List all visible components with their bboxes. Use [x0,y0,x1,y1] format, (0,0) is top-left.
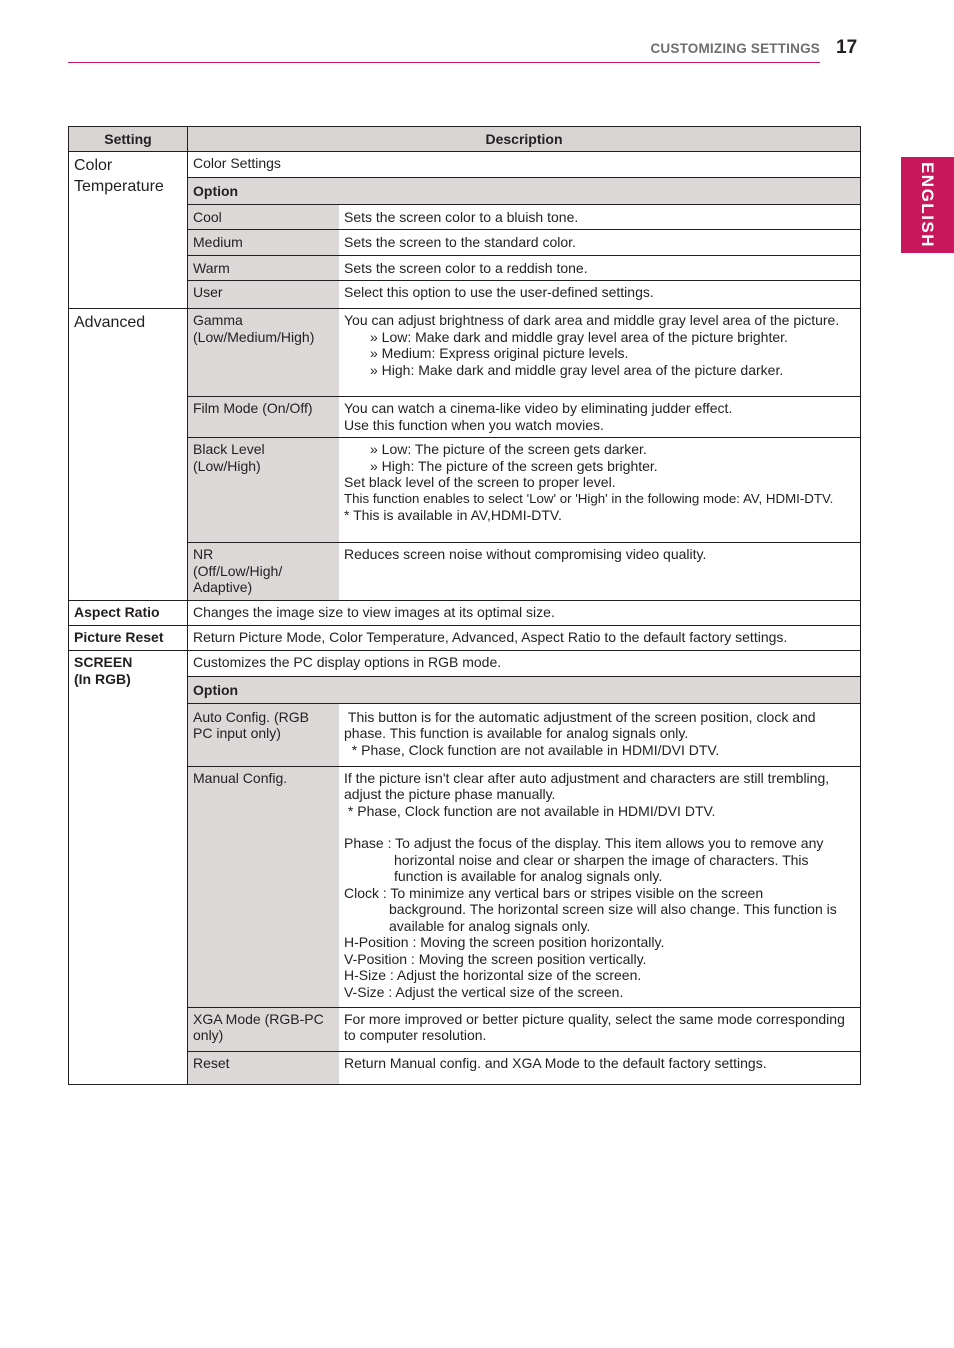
h-size-desc: H-Size : Adjust the horizontal size of the screen. [344,967,642,983]
nr-desc: Reduces screen noise without compromising video quality. [339,543,860,601]
black-level-availability: * This is available in AV,HDMI-DTV. [344,507,562,523]
setting-screen-rgb: (In RGB) [74,670,131,687]
row-aspect-ratio [69,601,861,626]
option-user: User [188,281,339,309]
list-item [188,309,860,397]
manual-config-desc: If the picture isn't clear after auto adjustment and characters are still trembling, adjust the picture phase manually. [344,769,830,802]
row-screen [69,651,861,1085]
film-mode-desc: You can watch a cinema-like video by eliminating judder effect. [344,400,733,416]
screen-intro: Customizes the PC display options in RGB mode. [188,651,860,677]
auto-config-note: * Phase, Clock function are not available in HDMI/DVI DTV. [344,741,720,758]
list-item [188,766,860,1007]
v-size-desc: V-Size : Adjust the vertical size of the screen. [344,983,624,1000]
col-header-setting: Setting [69,127,188,152]
option-manual-config: Manual Config. [188,766,339,1007]
row-color-temperature [69,152,861,309]
option-reset: Reset [188,1051,339,1084]
option-desc: Select this option to use the user-defined settings. [339,281,860,309]
option-desc: Sets the screen color to a reddish tone. [339,255,860,281]
list-item [188,281,860,309]
option-cool: Cool [188,204,339,230]
clock-desc: background. The horizontal screen size will also change. This function is available for analog signals only. [389,901,837,934]
list-item [188,1007,860,1051]
black-level-modes: This function enables to select 'Low' or 'High' in the following mode: AV, HDMI-DTV. [344,490,834,506]
black-level-low: » Low: The picture of the screen gets darker. [370,441,647,457]
option-film-mode: Film Mode (On/Off) [188,397,339,438]
list-item [188,397,860,438]
option-nr: NR (Off/Low/High/ Adaptive) [193,546,283,595]
option-desc: Sets the screen color to a bluish tone. [339,204,860,230]
xga-mode-desc: For more improved or better picture quality, select the same mode corresponding to computer resolution. [339,1007,860,1051]
reset-desc: Return Manual config. and XGA Mode to the default factory settings. [339,1051,860,1084]
gamma-desc: You can adjust brightness of dark area and middle gray level area of the picture. [344,312,840,328]
film-mode-note: Use this function when you watch movies. [344,416,604,433]
phase-label: Phase : To adjust the focus of the display. This item allows you to remove any [344,835,824,851]
option-desc: Sets the screen to the standard color. [339,230,860,256]
option-black-level: Black Level (Low/High) [188,438,339,543]
v-position-desc: V-Position : Moving the screen position vertically. [344,950,647,967]
option-header: Option [188,178,860,205]
list-item [188,255,860,281]
auto-config-desc: This button is for the automatic adjustment of the screen position, clock and phase. This function is available for analog signals only. [344,708,820,741]
setting-aspect-ratio: Aspect Ratio [74,604,160,620]
option-gamma: Gamma (Low/Medium/High) [188,309,339,397]
color-settings-intro: Color Settings [188,152,860,178]
page-number: 17 [836,37,858,58]
section-title: CUSTOMIZING SETTINGS [650,41,820,56]
table-header-row [69,127,861,152]
row-advanced [69,309,861,601]
aspect-ratio-desc: Changes the image size to view images at its optimal size. [188,601,861,626]
option-warm: Warm [188,255,339,281]
h-position-desc: H-Position : Moving the screen position horizontally. [344,934,665,950]
clock-label: Clock : To minimize any vertical bars or stripes visible on the screen [344,884,764,901]
list-item [188,204,860,230]
phase-desc: horizontal noise and clear or sharpen the image of characters. This function is available for analog signals only. [394,851,809,884]
manual-config-note: * Phase, Clock function are not available in HDMI/DVI DTV. [344,802,716,819]
settings-table [68,126,861,1085]
list-item [188,438,860,543]
option-xga-mode: XGA Mode (RGB-PC only) [193,1010,324,1043]
gamma-low: » Low: Make dark and middle gray level area of the picture brighter. [370,328,788,345]
black-level-high: » High: The picture of the screen gets brighter. [370,457,658,474]
setting-advanced: Advanced [74,314,146,331]
list-item [188,1051,860,1084]
language-tab-label: ENGLISH [918,161,938,249]
gamma-high: » High: Make dark and middle gray level area of the picture darker. [370,361,784,378]
list-item [188,703,860,766]
gamma-medium: » Medium: Express original picture levels. [370,345,629,361]
header-rule [68,62,820,63]
list-item [188,543,860,601]
option-header: Option [188,677,860,704]
row-picture-reset [69,625,861,651]
black-level-desc: Set black level of the screen to proper level. [344,474,616,490]
option-auto-config: Auto Config. (RGB PC input only) [193,708,309,741]
picture-reset-desc: Return Picture Mode, Color Temperature, Advanced, Aspect Ratio to the default factory settings. [188,625,861,651]
setting-picture-reset: Picture Reset [74,628,164,645]
setting-screen: SCREEN [74,654,133,670]
list-item [188,230,860,256]
option-medium: Medium [188,230,339,256]
setting-color-temperature: Color Temperature [74,157,164,195]
language-tab [901,157,954,253]
col-header-description: Description [188,127,861,152]
